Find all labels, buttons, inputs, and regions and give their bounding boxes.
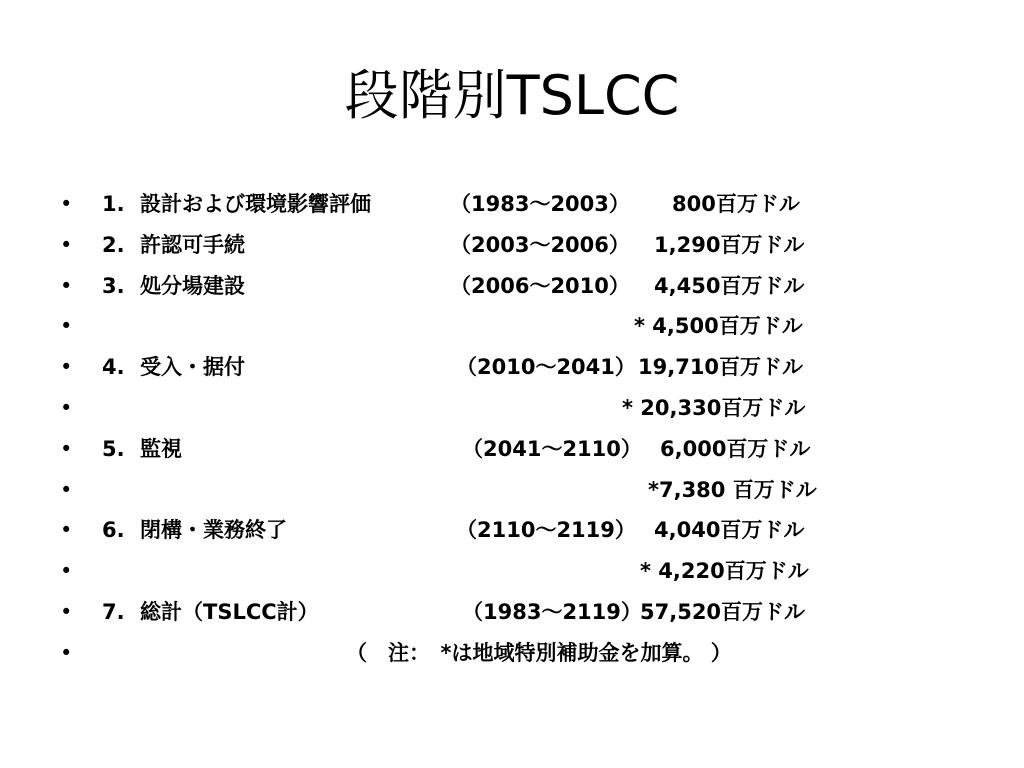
stage-number: 4. — [102, 355, 125, 380]
list-item — [0, 266, 1024, 307]
cost-stage-list — [0, 184, 1024, 674]
bullet-icon: • — [60, 314, 73, 339]
list-item — [0, 306, 1024, 347]
bullet-icon: • — [60, 395, 73, 420]
footnote: （ 注： *は地域特別補助金を加算。 ） — [346, 640, 732, 665]
stage-amount-with-subsidy: * 4,220百万ドル — [640, 559, 809, 584]
stage-label: 設計および環境影響評価 — [140, 192, 371, 216]
bullet-icon: • — [60, 355, 73, 380]
slide-title: 段階別TSLCC — [344, 64, 680, 127]
stage-amount: 1,290百万ドル — [654, 232, 805, 257]
list-item — [0, 184, 1024, 225]
stage-label: 許認可手続 — [140, 232, 245, 257]
stage-period: （2003～2006） — [450, 232, 630, 257]
list-item — [0, 429, 1024, 470]
stage-amount: 57,520百万ドル — [640, 599, 806, 624]
stage-label: 閉構・業務終了 — [140, 518, 287, 543]
stage-label: 受入・据付 — [140, 355, 245, 380]
list-item — [0, 633, 1024, 674]
stage-amount-with-subsidy: * 20,330百万ドル — [622, 395, 806, 420]
stage-label: 処分場建設 — [140, 273, 245, 298]
bullet-icon: • — [60, 436, 73, 461]
bullet-icon: • — [60, 559, 73, 584]
stage-amount: 6,000百万ドル — [660, 436, 811, 461]
list-item — [0, 388, 1024, 429]
stage-period: （2010～2041） — [456, 355, 636, 380]
stage-number: 5. — [102, 436, 125, 461]
stage-label: 総計（TSLCC計） — [140, 599, 319, 624]
stage-label: 監視 — [140, 436, 182, 461]
bullet-icon: • — [60, 477, 73, 502]
stage-period: （1983～2119） — [462, 599, 642, 624]
list-item — [0, 347, 1024, 388]
stage-amount: 800百万ドル — [672, 192, 800, 216]
bullet-icon: • — [60, 599, 73, 624]
stage-number: 2. — [102, 232, 125, 257]
stage-number: 6. — [102, 518, 125, 543]
stage-amount: 4,040百万ドル — [654, 518, 805, 543]
bullet-icon: • — [60, 192, 73, 216]
stage-amount: 4,450百万ドル — [654, 273, 805, 298]
bullet-icon: • — [60, 232, 73, 257]
bullet-icon: • — [60, 273, 73, 298]
stage-period: （2041～2110） — [462, 436, 642, 461]
stage-amount-with-subsidy: * 4,500百万ドル — [634, 314, 803, 339]
stage-period: （2006～2010） — [450, 273, 630, 298]
bullet-icon: • — [60, 640, 73, 665]
stage-number: 3. — [102, 273, 125, 298]
stage-period: （1983～2003） — [450, 192, 630, 216]
stage-period: （2110～2119） — [456, 518, 636, 543]
stage-number: 1. — [102, 192, 125, 216]
bullet-icon: • — [60, 518, 73, 543]
list-item — [0, 470, 1024, 511]
stage-amount: 19,710百万ドル — [638, 355, 804, 380]
list-item — [0, 551, 1024, 592]
list-item — [0, 592, 1024, 633]
stage-amount-with-subsidy: *7,380 百万ドル — [648, 477, 817, 502]
list-item — [0, 510, 1024, 551]
list-item — [0, 225, 1024, 266]
stage-number: 7. — [102, 599, 125, 624]
